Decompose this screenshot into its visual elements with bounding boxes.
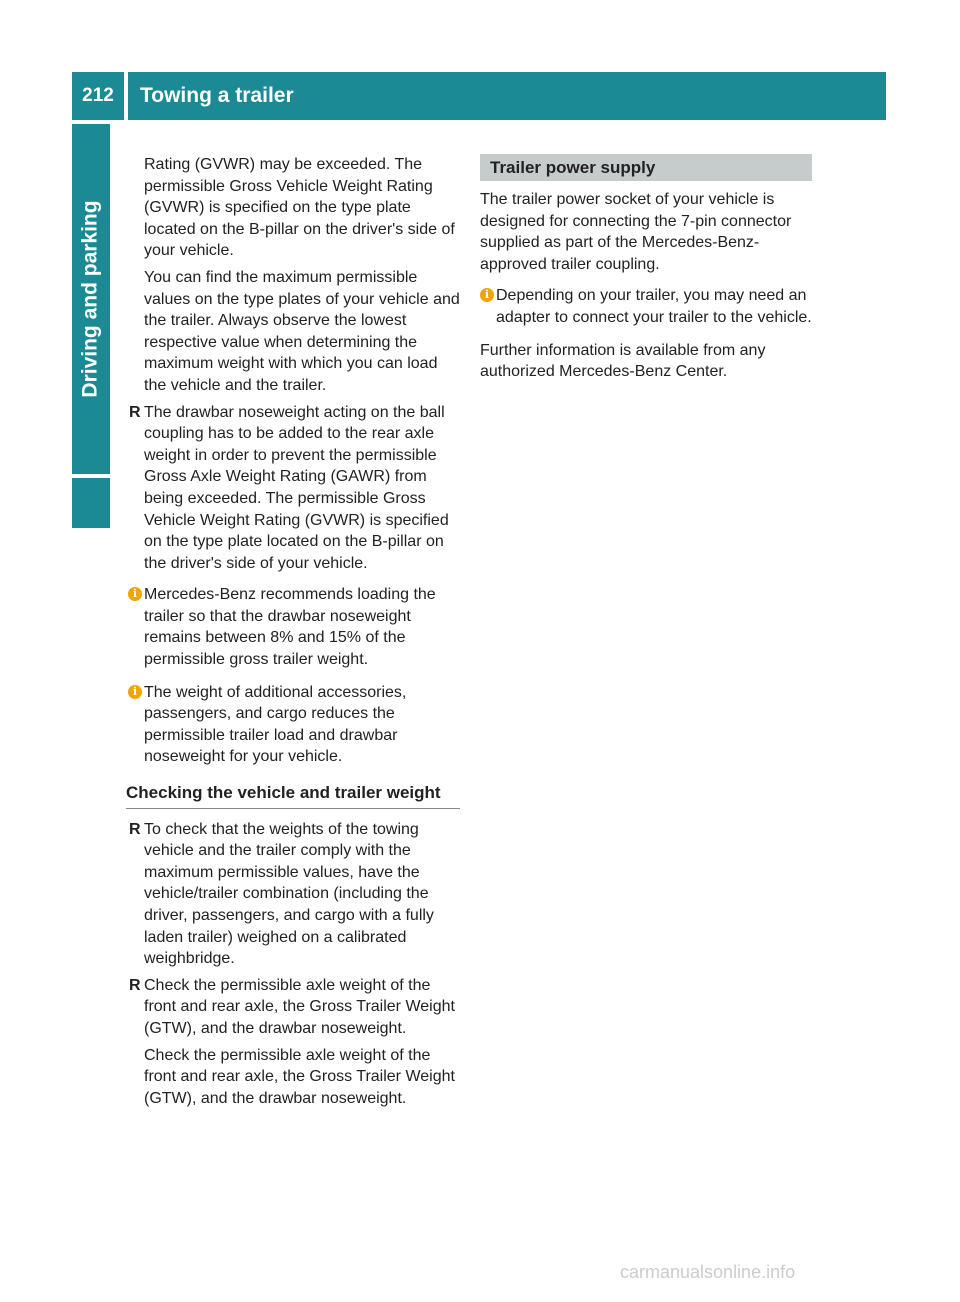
- paragraph: Further information is available from any authorized Mercedes-Benz Center.: [480, 341, 766, 381]
- bullet-item: [128, 975, 460, 1040]
- side-tab-label-wrap: [72, 124, 110, 474]
- bullet-mark: R: [129, 976, 141, 994]
- watermark: carmanualsonline.info: [620, 1262, 796, 1282]
- bullet-item: [128, 819, 460, 970]
- page-number: 212: [72, 72, 124, 120]
- info-note: [480, 285, 812, 328]
- subheading: Checking the vehicle and trailer weight: [126, 782, 460, 809]
- info-icon: [480, 288, 494, 302]
- info-text: Depending on your trailer, you may need an adapter to connect your trailer to the vehicle.: [496, 287, 812, 326]
- paragraph: You can find the maximum permissible values on the type plates of your vehicle and the trailer. Always observe the lowest respective value when determining the maximum weight with which you can load the vehicle and the trailer.: [144, 268, 460, 394]
- bullet-mark: R: [129, 403, 141, 421]
- bullet-text: Check the permissible axle weight of the front and rear axle, the Gross Trailer Weight (GTW), and the drawbar noseweight.: [144, 976, 455, 1037]
- chapter-title: Towing a trailer: [128, 72, 886, 120]
- info-text: The weight of additional accessories, passengers, and cargo reduces the permissible trailer load and drawbar noseweight for your vehicle.: [144, 683, 407, 766]
- paragraph: Rating (GVWR) may be exceeded. The permissible Gross Vehicle Weight Rating (GVWR) is specified on the type plate located on the B-pillar on the driver's side of your vehicle.: [144, 156, 455, 260]
- info-note: [128, 584, 460, 670]
- right-column: [480, 154, 812, 388]
- info-icon: [128, 587, 142, 601]
- bullet-mark: R: [129, 820, 141, 838]
- section-heading: Trailer power supply: [480, 154, 812, 181]
- side-tab-label: Driving and parking: [79, 200, 103, 398]
- bullet-text: The drawbar noseweight acting on the ball coupling has to be added to the rear axle weight in order to prevent the permissible Gross Axle Weight Rating (GAWR) from being exceeded. The permissible Gross Vehicle Weight Rating (GVWR) is specified on the type plate located on the B-pillar on the driver's side of your vehicle.: [144, 403, 449, 572]
- left-column: [128, 154, 460, 1114]
- paragraph: The trailer power socket of your vehicle is designed for connecting the 7-pin connector supplied as part of the Mercedes-Benz-approved trailer coupling.: [480, 191, 792, 273]
- info-note: [128, 682, 460, 768]
- bullet-text: To check that the weights of the towing vehicle and the trailer comply with the maximum permissible values, have the vehicle/trailer combination (including the driver, passengers, and cargo with a fully laden trailer) weighed on a calibrated weighbridge.: [144, 820, 434, 968]
- paragraph: Check the permissible axle weight of the front and rear axle, the Gross Trailer Weight (GTW), and the drawbar noseweight.: [144, 1046, 455, 1107]
- info-icon: [128, 685, 142, 699]
- info-text: Mercedes-Benz recommends loading the trailer so that the drawbar noseweight remains between 8% and 15% of the permissible gross trailer weight.: [144, 586, 436, 669]
- bullet-item: [128, 402, 460, 575]
- side-tab-marker: [72, 478, 110, 528]
